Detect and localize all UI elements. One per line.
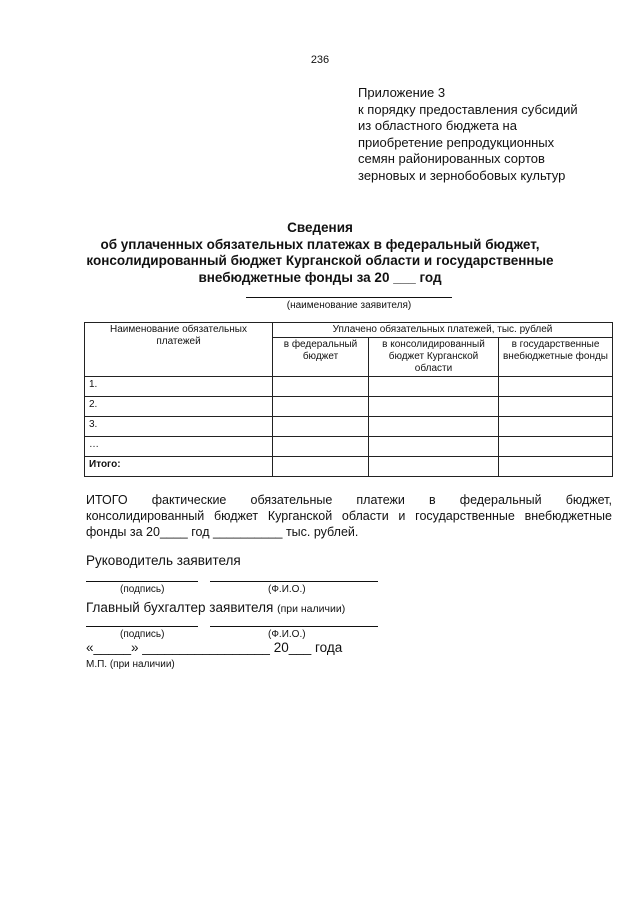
table-total-row xyxy=(85,457,613,477)
applicant-name-line xyxy=(246,297,452,298)
table-cell xyxy=(273,417,369,437)
extrabudgetary-funds-header: в государственные внебюджетные фонды xyxy=(499,338,613,377)
head-signature-title: Руководитель заявителя xyxy=(86,553,241,568)
row-label: … xyxy=(85,437,273,457)
appendix-line: зерновых и зернобобовых культур xyxy=(358,167,566,183)
head-signature-caption: (подпись) xyxy=(120,584,165,595)
table-cell xyxy=(273,397,369,417)
page-number: 236 xyxy=(310,54,330,66)
title-line: об уплаченных обязательных платежах в федеральный бюджет, xyxy=(100,236,540,252)
chief-accountant-note: (при наличии) xyxy=(277,603,346,615)
head-fio-line xyxy=(210,581,378,582)
title-line: внебюджетные фонды за 20 ___ год xyxy=(198,269,442,285)
chief-fio-line xyxy=(210,626,378,627)
row-label: 3. xyxy=(85,417,273,437)
stamp-note: М.П. (при наличии) xyxy=(86,659,175,670)
title-line: консолидированный бюджет Курганской области и государственные xyxy=(86,253,554,268)
appendix-line: к порядку предоставления субсидий xyxy=(358,101,578,117)
chief-accountant-label: Главный бухгалтер заявителя xyxy=(86,600,274,615)
appendix-line: семян районированных сортов xyxy=(358,151,545,166)
chief-signature-line xyxy=(86,626,198,627)
row-label: 2. xyxy=(85,397,273,417)
table-cell xyxy=(273,457,369,477)
table-cell xyxy=(369,417,499,437)
consolidated-budget-header: в консолидированный бюджет Курганской области xyxy=(369,338,499,377)
head-signature-line xyxy=(86,581,198,582)
summary-line: консолидированный бюджет Курганской области и государственные внебюджетные xyxy=(86,509,612,523)
paid-group-header: Уплачено обязательных платежей, тыс. рублей xyxy=(273,323,613,338)
chief-accountant-title xyxy=(86,600,345,615)
head-fio-caption: (Ф.И.О.) xyxy=(268,584,306,595)
document-title xyxy=(60,220,580,286)
appendix-header xyxy=(358,85,578,184)
summary-paragraph xyxy=(86,492,612,540)
table-cell xyxy=(273,437,369,457)
table-cell xyxy=(369,457,499,477)
table-row xyxy=(85,417,613,437)
table-cell xyxy=(499,377,613,397)
table-row xyxy=(85,377,613,397)
summary-line: ИТОГО фактические обязательные платежи в федеральный бюджет, xyxy=(86,493,612,507)
table-cell xyxy=(369,397,499,417)
payments-table xyxy=(84,322,613,477)
summary-line: фонды за 20____ год __________ тыс. рублей. xyxy=(86,525,359,539)
date-line: «_____» _________________ 20___ года xyxy=(86,640,343,655)
appendix-line: Приложение 3 xyxy=(358,85,446,100)
table-row xyxy=(85,437,613,457)
table-cell xyxy=(499,457,613,477)
table-cell xyxy=(369,377,499,397)
chief-signature-caption: (подпись) xyxy=(120,629,165,640)
title-line: Сведения xyxy=(287,220,353,235)
table-cell xyxy=(369,437,499,457)
applicant-name-caption: (наименование заявителя) xyxy=(286,300,412,311)
chief-fio-caption: (Ф.И.О.) xyxy=(268,629,306,640)
total-label: Итого: xyxy=(85,457,273,477)
row-label: 1. xyxy=(85,377,273,397)
table-cell xyxy=(499,417,613,437)
table-row xyxy=(85,397,613,417)
col-name-header: Наименование обязательных платежей xyxy=(85,323,273,377)
table-cell xyxy=(499,437,613,457)
appendix-line: из областного бюджета на xyxy=(358,118,517,133)
federal-budget-header: в федеральный бюджет xyxy=(273,338,369,377)
appendix-line: приобретение репродукционных xyxy=(358,134,555,150)
table-cell xyxy=(499,397,613,417)
table-cell xyxy=(273,377,369,397)
